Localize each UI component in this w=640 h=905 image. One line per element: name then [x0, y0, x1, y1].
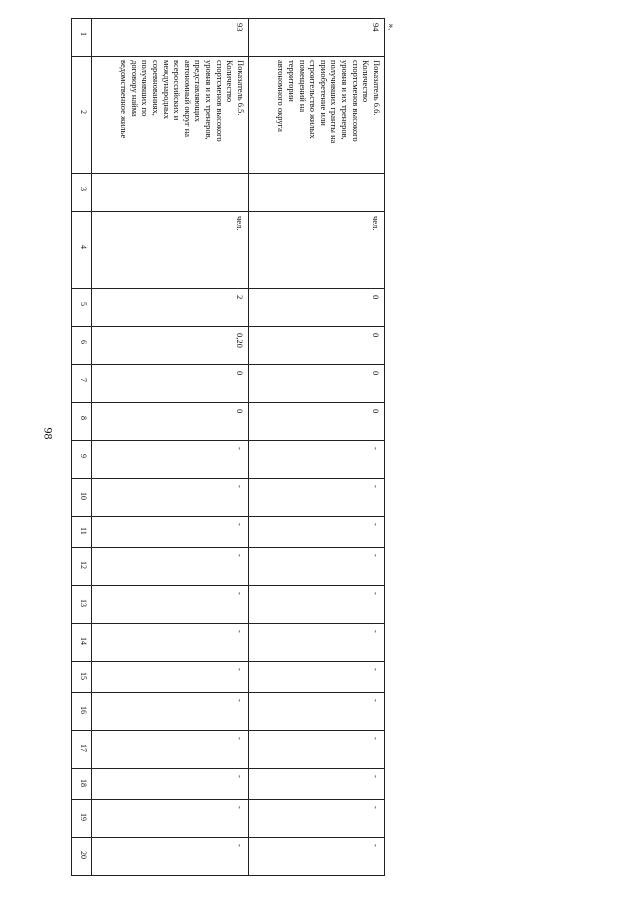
table-column-5	[72, 289, 385, 327]
row-94-cell	[249, 586, 385, 624]
row-number: 94	[371, 23, 381, 32]
table-column-20	[72, 838, 385, 876]
column-header	[72, 624, 92, 662]
row-93-cell	[92, 548, 249, 586]
indicator-value: -	[371, 844, 381, 847]
indicator-line: территории	[287, 60, 297, 102]
indicator-value: 0,20	[235, 333, 245, 348]
column-header-label: 12	[79, 561, 88, 569]
table-column-17	[72, 731, 385, 769]
row-94-cell	[249, 731, 385, 769]
table-column-15	[72, 662, 385, 693]
column-header	[72, 517, 92, 548]
indicator-line: автономного округа	[276, 60, 287, 132]
row-93-cell	[92, 289, 249, 327]
indicator-value: -	[235, 485, 245, 488]
row-94-cell	[249, 57, 385, 174]
indicator-line: ведомственное жилье	[119, 60, 130, 139]
column-header-label: 14	[79, 637, 88, 645]
row-94-cell	[249, 624, 385, 662]
indicator-description	[119, 60, 247, 142]
row-93-cell	[92, 212, 249, 289]
row-93-cell	[92, 57, 249, 174]
indicator-value: 0	[235, 409, 245, 414]
indicator-value: -	[235, 523, 245, 526]
indicator-value: -	[235, 844, 245, 847]
row-93-cell	[92, 403, 249, 441]
row-94-cell	[249, 693, 385, 731]
column-header-label: 1	[79, 32, 88, 36]
column-header-label: 9	[79, 454, 88, 458]
indicator-value: 2	[235, 295, 245, 300]
table-column-16	[72, 693, 385, 731]
indicator-line: договору найма	[129, 60, 140, 117]
row-94-cell	[249, 212, 385, 289]
indicator-value: -	[371, 775, 381, 778]
indicator-value: -	[371, 699, 381, 702]
row-94-cell	[249, 548, 385, 586]
table-column-1	[72, 19, 385, 57]
indicator-line: представляющих	[193, 60, 204, 122]
row-93-cell	[92, 624, 249, 662]
column-header-label: 19	[79, 813, 88, 821]
column-header	[72, 289, 92, 327]
column-header-label: 3	[79, 187, 88, 191]
indicator-value: -	[371, 737, 381, 740]
page-number: 98	[41, 427, 56, 440]
column-header-label: 5	[79, 302, 88, 306]
indicator-table	[71, 18, 385, 876]
column-header-label: 17	[79, 744, 88, 752]
row-93-cell	[92, 517, 249, 548]
unit-label: чел.	[235, 216, 245, 231]
indicator-value: -	[371, 485, 381, 488]
row-93-cell	[92, 693, 249, 731]
row-94-cell	[249, 769, 385, 800]
row-94-cell	[249, 365, 385, 403]
column-header	[72, 731, 92, 769]
row-94-cell	[249, 517, 385, 548]
indicator-value: -	[235, 554, 245, 557]
table-column-8	[72, 403, 385, 441]
column-header	[72, 365, 92, 403]
indicator-value: -	[235, 699, 245, 702]
table-column-7	[72, 365, 385, 403]
indicator-description	[276, 60, 382, 143]
table-column-12	[72, 548, 385, 586]
row-94-cell	[249, 327, 385, 365]
row-93-cell	[92, 327, 249, 365]
table-column-4	[72, 212, 385, 289]
column-header	[72, 586, 92, 624]
table-column-9	[72, 441, 385, 479]
row-94-cell	[249, 838, 385, 876]
indicator-line: Количество	[225, 60, 236, 103]
indicator-line: помещений на	[297, 60, 308, 113]
table-column-19	[72, 800, 385, 838]
indicator-value: 0	[371, 371, 381, 376]
column-header	[72, 174, 92, 212]
column-header-label: 18	[79, 778, 88, 787]
column-header	[72, 403, 92, 441]
indicator-line: соревнованиях,	[151, 60, 161, 116]
indicator-value: -	[235, 668, 245, 671]
row-93-cell	[92, 441, 249, 479]
indicator-line: получивших по	[140, 60, 151, 117]
column-header	[72, 212, 92, 289]
column-header-label: 8	[79, 416, 88, 420]
row-number: 93	[235, 23, 245, 32]
row-93-cell	[92, 174, 249, 212]
column-header-label: 16	[79, 706, 88, 714]
table-column-10	[72, 479, 385, 517]
indicator-line: уровня и их тренеров,	[204, 60, 215, 140]
indicator-value: 0	[371, 333, 381, 338]
table-column-18	[72, 769, 385, 800]
indicator-value: -	[235, 775, 245, 778]
table-column-13	[72, 586, 385, 624]
indicator-line: международных	[161, 60, 172, 120]
indicator-value: -	[371, 668, 381, 671]
column-header-label: 2	[79, 109, 88, 114]
table-column-2	[72, 57, 385, 174]
column-header	[72, 479, 92, 517]
indicator-line: всероссийских и	[172, 60, 183, 121]
table-column-3	[72, 174, 385, 212]
row-93-cell	[92, 586, 249, 624]
indicator-value: -	[371, 592, 381, 595]
indicator-value: 0	[371, 409, 381, 414]
row-93-cell	[92, 769, 249, 800]
unit-label: чел.	[371, 216, 381, 231]
row-94-cell	[249, 800, 385, 838]
column-header-label: 15	[79, 671, 88, 680]
column-header	[72, 441, 92, 479]
indicator-value: 0	[371, 295, 381, 300]
column-header	[72, 57, 92, 174]
row-93-cell	[92, 662, 249, 693]
row-93-cell	[92, 19, 249, 57]
indicator-line: Показатель 6.5.	[236, 60, 246, 116]
row-93-cell	[92, 731, 249, 769]
row-94-cell	[249, 174, 385, 212]
column-header-label: 6	[79, 340, 88, 344]
column-header-label: 20	[79, 851, 88, 859]
row-93-cell	[92, 365, 249, 403]
indicator-line: спортсменов высокого	[214, 60, 225, 142]
column-header	[72, 662, 92, 693]
indicator-value: -	[235, 447, 245, 450]
table-column-11	[72, 517, 385, 548]
indicator-value: -	[371, 806, 381, 809]
row-94-cell	[249, 403, 385, 441]
row-93-cell	[92, 479, 249, 517]
column-header	[72, 693, 92, 731]
column-header-label: 13	[79, 599, 88, 607]
indicator-line: автономный округ на	[182, 60, 193, 138]
column-header-label: 4	[79, 244, 88, 249]
indicator-line: Количество	[361, 60, 372, 103]
table-column-6	[72, 327, 385, 365]
indicator-value: -	[371, 554, 381, 557]
column-header	[72, 800, 92, 838]
indicator-value: -	[235, 630, 245, 633]
column-header	[72, 19, 92, 57]
row-93-cell	[92, 800, 249, 838]
indicator-value: -	[235, 592, 245, 595]
indicator-value: -	[235, 737, 245, 740]
column-header-label: 10	[79, 492, 88, 500]
indicator-line: приобретение или	[318, 60, 329, 126]
indicator-line: получивших гранты на	[329, 60, 340, 144]
indicator-value: -	[371, 523, 381, 526]
column-header	[72, 548, 92, 586]
indicator-line: спортсменов высокого	[350, 60, 361, 142]
row-94-cell	[249, 19, 385, 57]
indicator-line: уровня и их тренеров,	[340, 60, 351, 140]
indicator-line: Показатель 6.6.	[372, 60, 382, 116]
indicator-value: -	[235, 806, 245, 809]
column-header	[72, 327, 92, 365]
row-94-cell	[249, 289, 385, 327]
row-94-cell	[249, 662, 385, 693]
column-header-label: 7	[79, 378, 88, 382]
indicator-value: -	[371, 630, 381, 633]
column-header	[72, 838, 92, 876]
indicator-value: 0	[235, 371, 245, 376]
column-header-label: 11	[79, 526, 88, 535]
column-header	[72, 769, 92, 800]
indicator-value: -	[371, 447, 381, 450]
row-94-cell	[249, 479, 385, 517]
row-94-cell	[249, 441, 385, 479]
closing-quote-mark: ».	[386, 23, 397, 31]
indicator-line: строительство жилых	[308, 60, 319, 139]
table-column-14	[72, 624, 385, 662]
row-93-cell	[92, 838, 249, 876]
